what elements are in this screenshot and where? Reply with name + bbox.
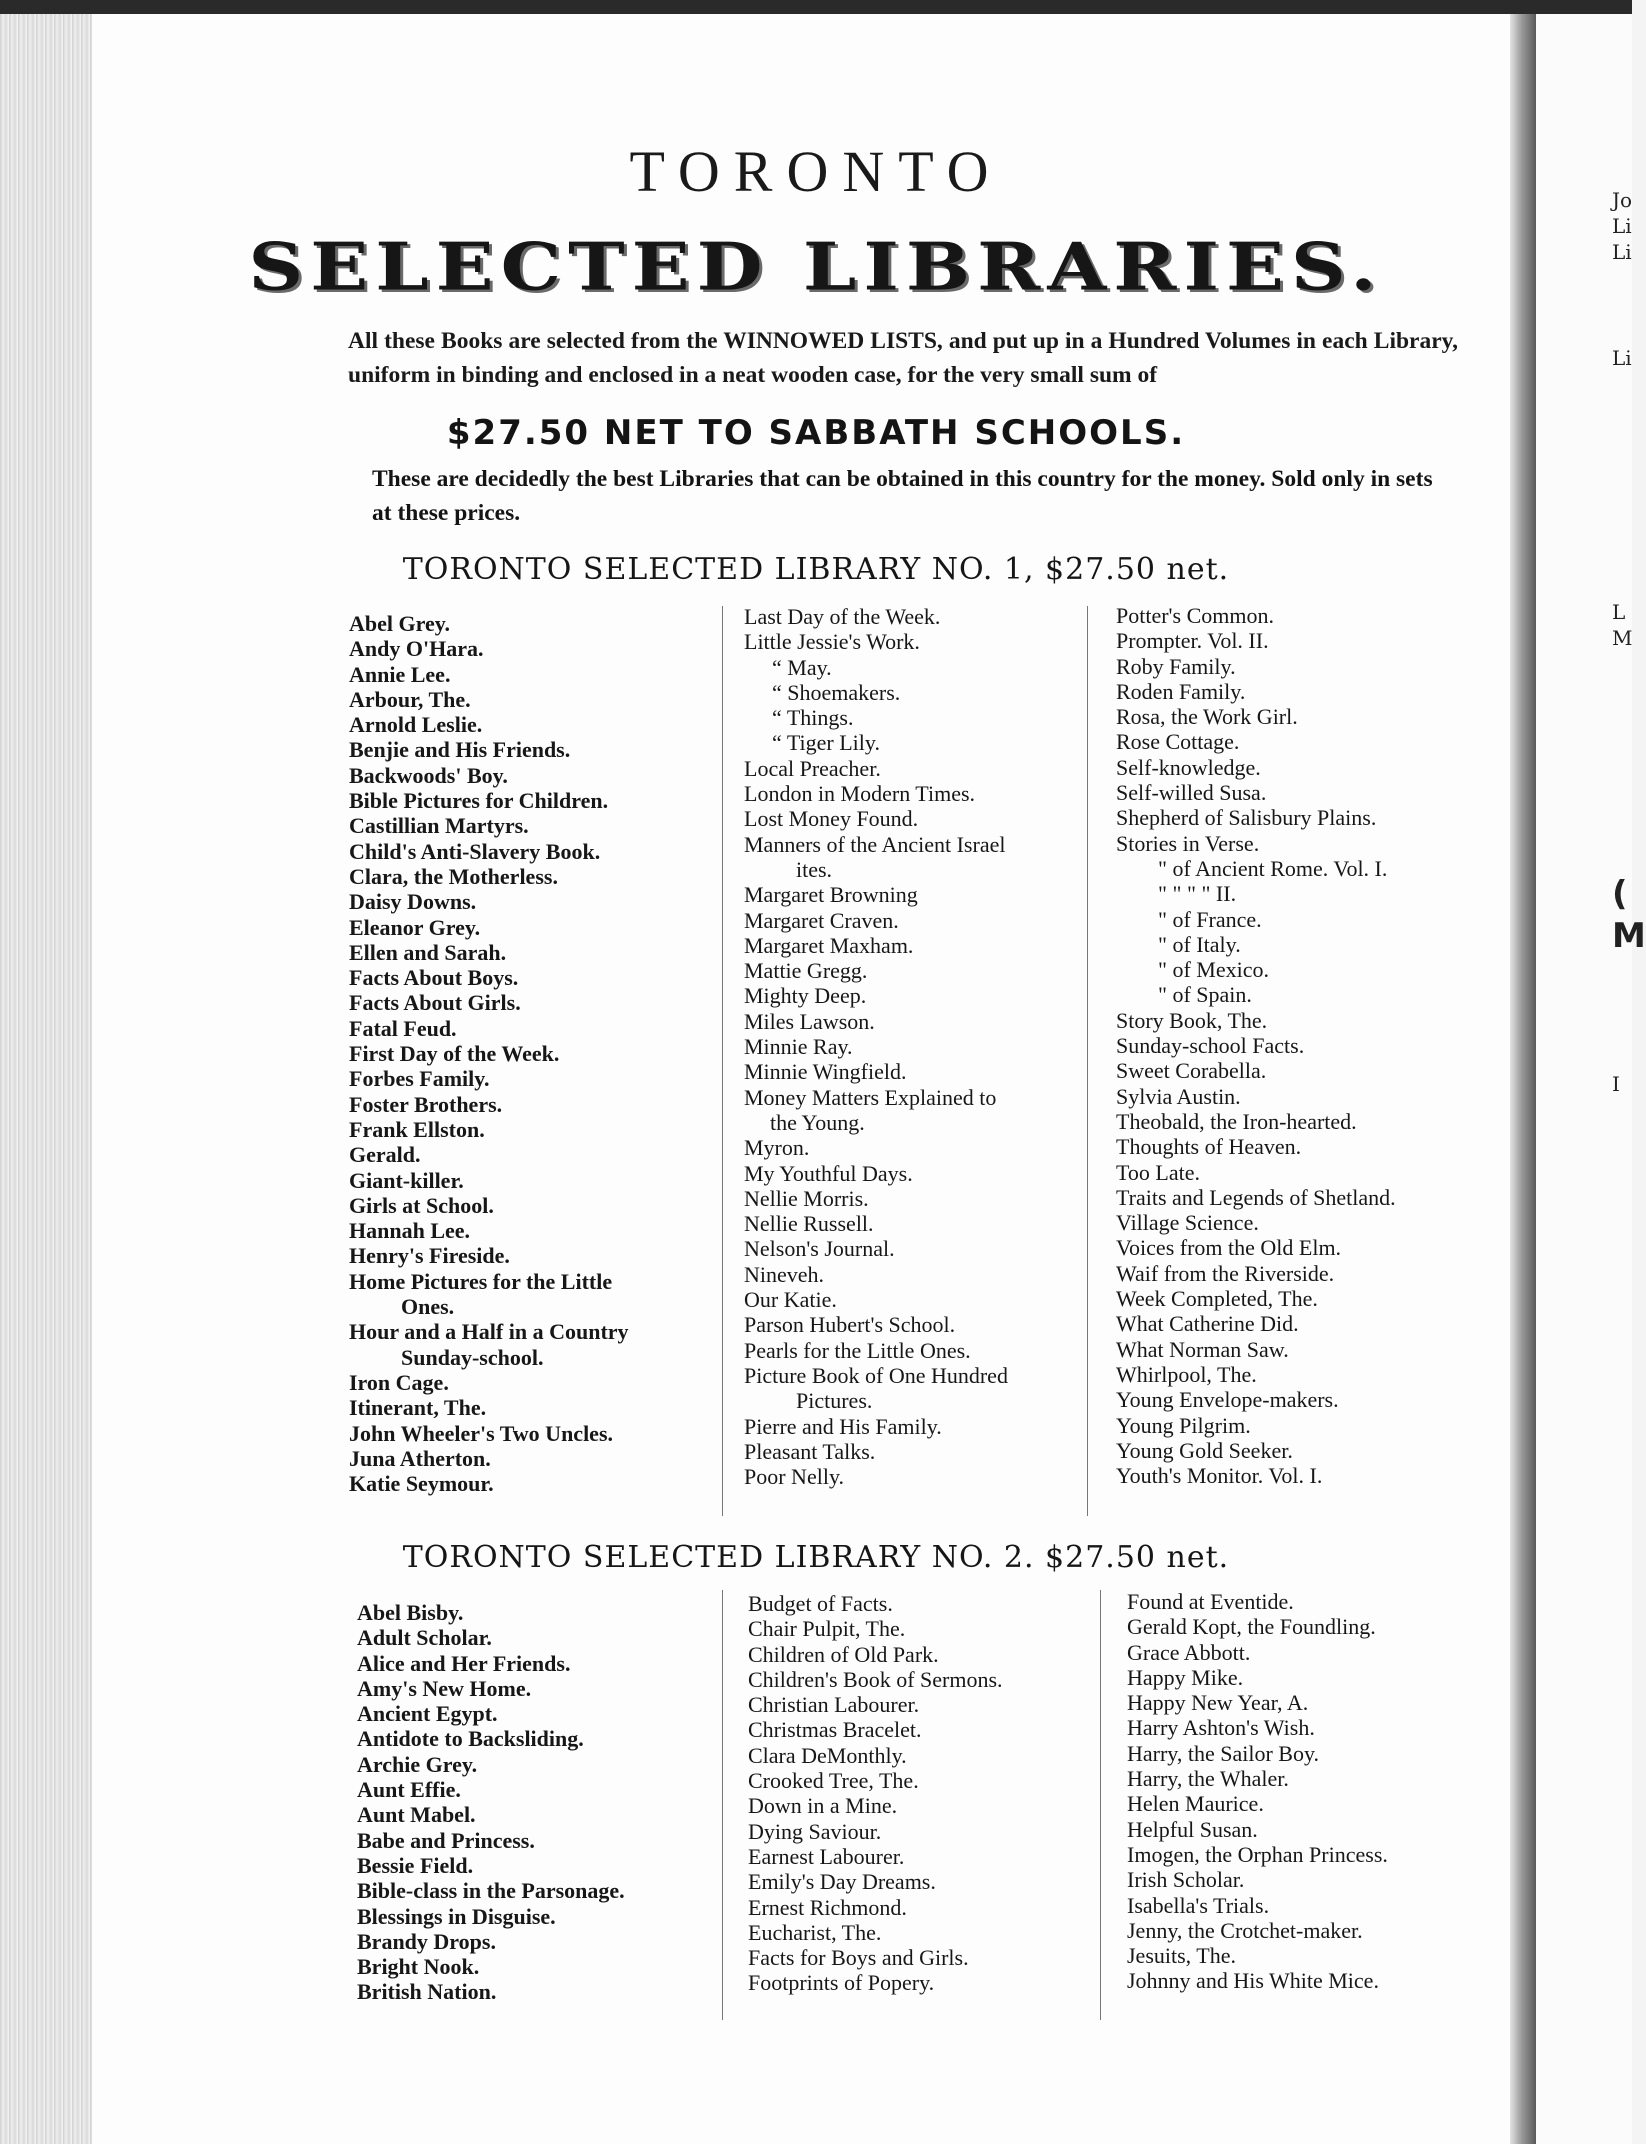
column-divider bbox=[722, 1590, 723, 2020]
book-title: Margaret Craven. bbox=[744, 907, 899, 933]
book-title: Benjie and His Friends. bbox=[349, 737, 571, 763]
book-title: Brandy Drops. bbox=[357, 1928, 496, 1954]
book-title: Sweet Corabella. bbox=[1116, 1058, 1267, 1084]
book-title: Young Envelope-makers. bbox=[1116, 1387, 1339, 1413]
book-title: Children of Old Park. bbox=[748, 1641, 939, 1667]
title-toronto: TORONTO bbox=[629, 139, 1003, 204]
book-title: Bible-class in the Parsonage. bbox=[357, 1878, 625, 1904]
book-title: Happy New Year, A. bbox=[1127, 1690, 1309, 1716]
book-title: Eucharist, The. bbox=[748, 1919, 882, 1945]
book-title: Theobald, the Iron-hearted. bbox=[1116, 1108, 1357, 1134]
book-title: Aunt Mabel. bbox=[357, 1802, 476, 1828]
intro-text: All these Books are selected from the WINNOWED LISTS, and put up in a Hundred Volumes in each Library, uniform in binding and enclosed in a neat wooden case, for the very small sum of bbox=[348, 328, 1458, 388]
adjacent-fragment: Jo bbox=[1612, 188, 1633, 212]
book-title: Youth's Monitor. Vol. I. bbox=[1116, 1463, 1323, 1489]
book-title: Ones. bbox=[401, 1294, 455, 1320]
book-title: Budget of Facts. bbox=[748, 1591, 893, 1616]
book-title: Roden Family. bbox=[1116, 678, 1246, 704]
book-title: Archie Grey. bbox=[357, 1751, 478, 1777]
book-title: What Catherine Did. bbox=[1116, 1311, 1299, 1337]
book-title: Antidote to Backsliding. bbox=[357, 1726, 584, 1752]
book-title: Ancient Egypt. bbox=[357, 1701, 498, 1727]
book-title: Poor Nelly. bbox=[744, 1464, 845, 1490]
title-selected-libraries bbox=[0, 222, 1632, 311]
library-2-column-3 bbox=[1127, 1589, 1388, 1994]
book-title: Andy O'Hara. bbox=[349, 636, 484, 662]
book-title: Backwoods' Boy. bbox=[349, 762, 508, 788]
column-divider bbox=[722, 606, 723, 1516]
adjacent-fragment: M bbox=[1612, 916, 1646, 956]
book-title: Irish Scholar. bbox=[1127, 1867, 1245, 1893]
book-title: Last Day of the Week. bbox=[744, 604, 941, 629]
adjacent-fragment: I bbox=[1612, 1072, 1620, 1096]
library-2-heading: TORONTO SELECTED LIBRARY NO. 2. $27.50 net. bbox=[402, 1540, 1230, 1575]
book-title: Roby Family. bbox=[1116, 653, 1236, 679]
book-title: Abel Bisby. bbox=[357, 1600, 464, 1625]
book-title: Parson Hubert's School. bbox=[744, 1312, 956, 1338]
price-headline: $27.50 NET TO SABBATH SCHOOLS. bbox=[446, 413, 1186, 453]
book-title: Thoughts of Heaven. bbox=[1116, 1134, 1302, 1160]
book-title: Earnest Labourer. bbox=[748, 1843, 905, 1869]
book-title: Helpful Susan. bbox=[1127, 1816, 1258, 1842]
book-title: Picture Book of One Hundred bbox=[744, 1362, 1008, 1388]
book-title: Home Pictures for the Little bbox=[349, 1268, 613, 1294]
book-title: Girls at School. bbox=[349, 1192, 494, 1218]
book-title: ites. bbox=[796, 856, 833, 882]
library-2-column-2 bbox=[748, 1591, 1003, 1996]
book-title: Money Matters Explained to bbox=[744, 1084, 997, 1110]
book-title: Footprints of Popery. bbox=[748, 1970, 935, 1996]
book-title: Hour and a Half in a Country bbox=[349, 1319, 629, 1345]
book-title: Myron. bbox=[744, 1135, 810, 1161]
book-title: Foster Brothers. bbox=[349, 1091, 503, 1117]
book-title: Facts About Boys. bbox=[349, 965, 519, 991]
book-title: My Youthful Days. bbox=[744, 1160, 913, 1186]
book-title: Margaret Browning bbox=[744, 882, 918, 908]
book-title: Grace Abbott. bbox=[1127, 1639, 1251, 1665]
library-1-column-1 bbox=[349, 611, 629, 1496]
adjacent-fragment: Li bbox=[1612, 214, 1632, 238]
book-title: Helen Maurice. bbox=[1127, 1791, 1264, 1817]
book-title: Johnny and His White Mice. bbox=[1127, 1968, 1379, 1994]
book-title: Daisy Downs. bbox=[349, 889, 477, 915]
book-title: " of France. bbox=[1158, 906, 1262, 932]
book-title: Margaret Maxham. bbox=[744, 932, 914, 958]
book-title: Bible Pictures for Children. bbox=[349, 788, 609, 814]
book-title: " of Mexico. bbox=[1158, 957, 1270, 983]
book-title: the Young. bbox=[770, 1109, 865, 1135]
page-stack-edge bbox=[0, 14, 92, 2144]
book-title: Ernest Richmond. bbox=[748, 1894, 907, 1920]
book-title: Amy's New Home. bbox=[357, 1675, 532, 1701]
book-title: Aunt Effie. bbox=[357, 1777, 461, 1803]
intro-paragraph bbox=[348, 324, 1458, 392]
book-title: Pictures. bbox=[796, 1388, 873, 1414]
book-title: Nelson's Journal. bbox=[744, 1236, 895, 1262]
book-title: Self-knowledge. bbox=[1116, 754, 1261, 780]
book-title: British Nation. bbox=[357, 1979, 497, 2005]
intro-note: These are decidedly the best Libraries that can be obtained in this country for the money. Sold only in sets at these prices. bbox=[372, 466, 1433, 526]
book-title: Children's Book of Sermons. bbox=[748, 1666, 1003, 1692]
book-title: Arbour, The. bbox=[349, 686, 471, 712]
book-title: Emily's Day Dreams. bbox=[748, 1869, 936, 1895]
book-title: Nellie Morris. bbox=[744, 1185, 869, 1211]
book-title: First Day of the Week. bbox=[349, 1041, 560, 1067]
book-title: Jesuits, The. bbox=[1127, 1943, 1236, 1969]
adjacent-fragment: ( bbox=[1612, 874, 1628, 914]
book-title: Imogen, the Orphan Princess. bbox=[1127, 1841, 1388, 1867]
book-title: Sylvia Austin. bbox=[1116, 1083, 1241, 1109]
book-title: Giant-killer. bbox=[349, 1167, 464, 1193]
book-title: Lost Money Found. bbox=[744, 806, 919, 832]
spine-shadow bbox=[1510, 14, 1536, 2144]
book-title: Castillian Martyrs. bbox=[349, 813, 529, 839]
book-title: Gerald Kopt, the Foundling. bbox=[1127, 1614, 1376, 1640]
book-title: Christmas Bracelet. bbox=[748, 1717, 922, 1743]
book-title: Annie Lee. bbox=[349, 661, 451, 687]
book-title: Manners of the Ancient Israel bbox=[744, 831, 1006, 857]
book-title: Rosa, the Work Girl. bbox=[1116, 704, 1298, 730]
scan-top-border bbox=[0, 0, 1632, 14]
book-title: “ Things. bbox=[772, 705, 854, 731]
book-title: Village Science. bbox=[1116, 1210, 1259, 1236]
book-title: Sunday-school. bbox=[401, 1344, 544, 1370]
book-title: Rose Cottage. bbox=[1116, 729, 1240, 755]
book-title: " of Ancient Rome. Vol. I. bbox=[1158, 855, 1388, 881]
book-title: Nineveh. bbox=[744, 1261, 825, 1287]
book-title: What Norman Saw. bbox=[1116, 1336, 1289, 1362]
book-title: Christian Labourer. bbox=[748, 1692, 920, 1718]
book-title: Itinerant, The. bbox=[349, 1395, 487, 1421]
book-title: Traits and Legends of Shetland. bbox=[1116, 1184, 1396, 1210]
column-divider bbox=[1087, 606, 1088, 1516]
book-title: Clara DeMonthly. bbox=[748, 1742, 907, 1768]
book-title: “ Shoemakers. bbox=[772, 679, 901, 705]
adjacent-fragment: Li bbox=[1612, 346, 1632, 370]
book-title: Katie Seymour. bbox=[349, 1471, 494, 1497]
book-title: Arnold Leslie. bbox=[349, 712, 483, 738]
book-title: Self-willed Susa. bbox=[1116, 780, 1267, 806]
book-title: Minnie Wingfield. bbox=[744, 1059, 907, 1085]
book-title: London in Modern Times. bbox=[744, 781, 976, 807]
book-title: " of Spain. bbox=[1158, 982, 1252, 1008]
book-title: Stories in Verse. bbox=[1116, 830, 1260, 856]
book-title: Down in a Mine. bbox=[748, 1793, 898, 1819]
book-title: " " " " II. bbox=[1158, 881, 1237, 907]
book-title: Gerald. bbox=[349, 1142, 421, 1168]
book-title: Bright Nook. bbox=[357, 1954, 480, 1980]
book-title: Happy Mike. bbox=[1127, 1664, 1244, 1690]
book-title: Adult Scholar. bbox=[357, 1625, 492, 1651]
book-title: Jenny, the Crotchet-maker. bbox=[1127, 1917, 1363, 1943]
book-title: Blessings in Disguise. bbox=[357, 1903, 556, 1929]
book-title: Babe and Princess. bbox=[357, 1827, 535, 1853]
book-title: Crooked Tree, The. bbox=[748, 1768, 919, 1794]
book-title: Voices from the Old Elm. bbox=[1116, 1235, 1342, 1261]
book-title: Forbes Family. bbox=[349, 1066, 490, 1092]
adjacent-fragment: M bbox=[1612, 626, 1633, 650]
book-title: Young Pilgrim. bbox=[1116, 1412, 1251, 1438]
book-title: Frank Ellston. bbox=[349, 1116, 485, 1142]
book-title: Clara, the Motherless. bbox=[349, 863, 558, 889]
book-title: Mighty Deep. bbox=[744, 983, 867, 1009]
library-1-heading: TORONTO SELECTED LIBRARY NO. 1, $27.50 net. bbox=[402, 552, 1230, 587]
book-title: Pleasant Talks. bbox=[744, 1438, 876, 1464]
book-title: Local Preacher. bbox=[744, 755, 881, 781]
book-title: Pierre and His Family. bbox=[744, 1413, 942, 1439]
book-title: Nellie Russell. bbox=[744, 1211, 874, 1237]
book-title: Child's Anti-Slavery Book. bbox=[349, 838, 601, 864]
book-title: Facts for Boys and Girls. bbox=[748, 1945, 969, 1971]
book-title: Chair Pulpit, The. bbox=[748, 1616, 906, 1642]
book-title: “ Tiger Lily. bbox=[772, 730, 880, 756]
library-1-column-2 bbox=[744, 604, 1008, 1489]
book-title: Miles Lawson. bbox=[744, 1008, 875, 1034]
book-title: Iron Cage. bbox=[349, 1369, 449, 1395]
book-title: Story Book, The. bbox=[1116, 1007, 1268, 1033]
book-title: Facts About Girls. bbox=[349, 990, 521, 1016]
book-title: Henry's Fireside. bbox=[349, 1243, 510, 1269]
book-title: Harry Ashton's Wish. bbox=[1127, 1715, 1315, 1741]
book-title: Potter's Common. bbox=[1116, 603, 1274, 628]
book-title: Hannah Lee. bbox=[349, 1218, 471, 1244]
book-title: Minnie Ray. bbox=[744, 1034, 853, 1060]
book-title: Too Late. bbox=[1116, 1159, 1200, 1185]
book-title: Fatal Feud. bbox=[349, 1015, 457, 1041]
book-title: Harry, the Sailor Boy. bbox=[1127, 1740, 1320, 1766]
book-title: Mattie Gregg. bbox=[744, 958, 868, 984]
book-title: “ May. bbox=[772, 654, 832, 680]
library-2-column-1 bbox=[357, 1600, 625, 2005]
book-title: John Wheeler's Two Uncles. bbox=[349, 1420, 614, 1446]
book-title: Little Jessie's Work. bbox=[744, 629, 920, 655]
book-title: Dying Saviour. bbox=[748, 1818, 882, 1844]
book-title: Shepherd of Salisbury Plains. bbox=[1116, 805, 1377, 831]
book-title: Our Katie. bbox=[744, 1287, 837, 1313]
book-title: Alice and Her Friends. bbox=[357, 1650, 571, 1676]
column-divider bbox=[1100, 1590, 1101, 2020]
book-title: Prompter. Vol. II. bbox=[1116, 628, 1269, 654]
book-title: Young Gold Seeker. bbox=[1116, 1437, 1293, 1463]
book-title: Harry, the Whaler. bbox=[1127, 1766, 1289, 1792]
book-title: Eleanor Grey. bbox=[349, 914, 481, 940]
book-title: Juna Atherton. bbox=[349, 1445, 491, 1471]
adjacent-fragment: Li bbox=[1612, 240, 1632, 264]
book-title: Week Completed, The. bbox=[1116, 1286, 1318, 1312]
book-title: Pearls for the Little Ones. bbox=[744, 1337, 971, 1363]
book-title: Ellen and Sarah. bbox=[349, 939, 507, 965]
book-title: Bessie Field. bbox=[357, 1852, 474, 1878]
library-1-column-3 bbox=[1116, 603, 1396, 1488]
title-selected-libraries-text: SELECTED LIBRARIES. bbox=[248, 228, 1384, 305]
book-title: Sunday-school Facts. bbox=[1116, 1033, 1305, 1059]
book-title: Whirlpool, The. bbox=[1116, 1361, 1257, 1387]
book-title: " of Italy. bbox=[1158, 931, 1241, 957]
book-title: Waif from the Riverside. bbox=[1116, 1260, 1335, 1286]
book-title: Abel Grey. bbox=[349, 611, 451, 636]
book-title: Isabella's Trials. bbox=[1127, 1892, 1270, 1918]
book-title: Found at Eventide. bbox=[1127, 1589, 1294, 1614]
adjacent-fragment: L bbox=[1612, 600, 1626, 624]
